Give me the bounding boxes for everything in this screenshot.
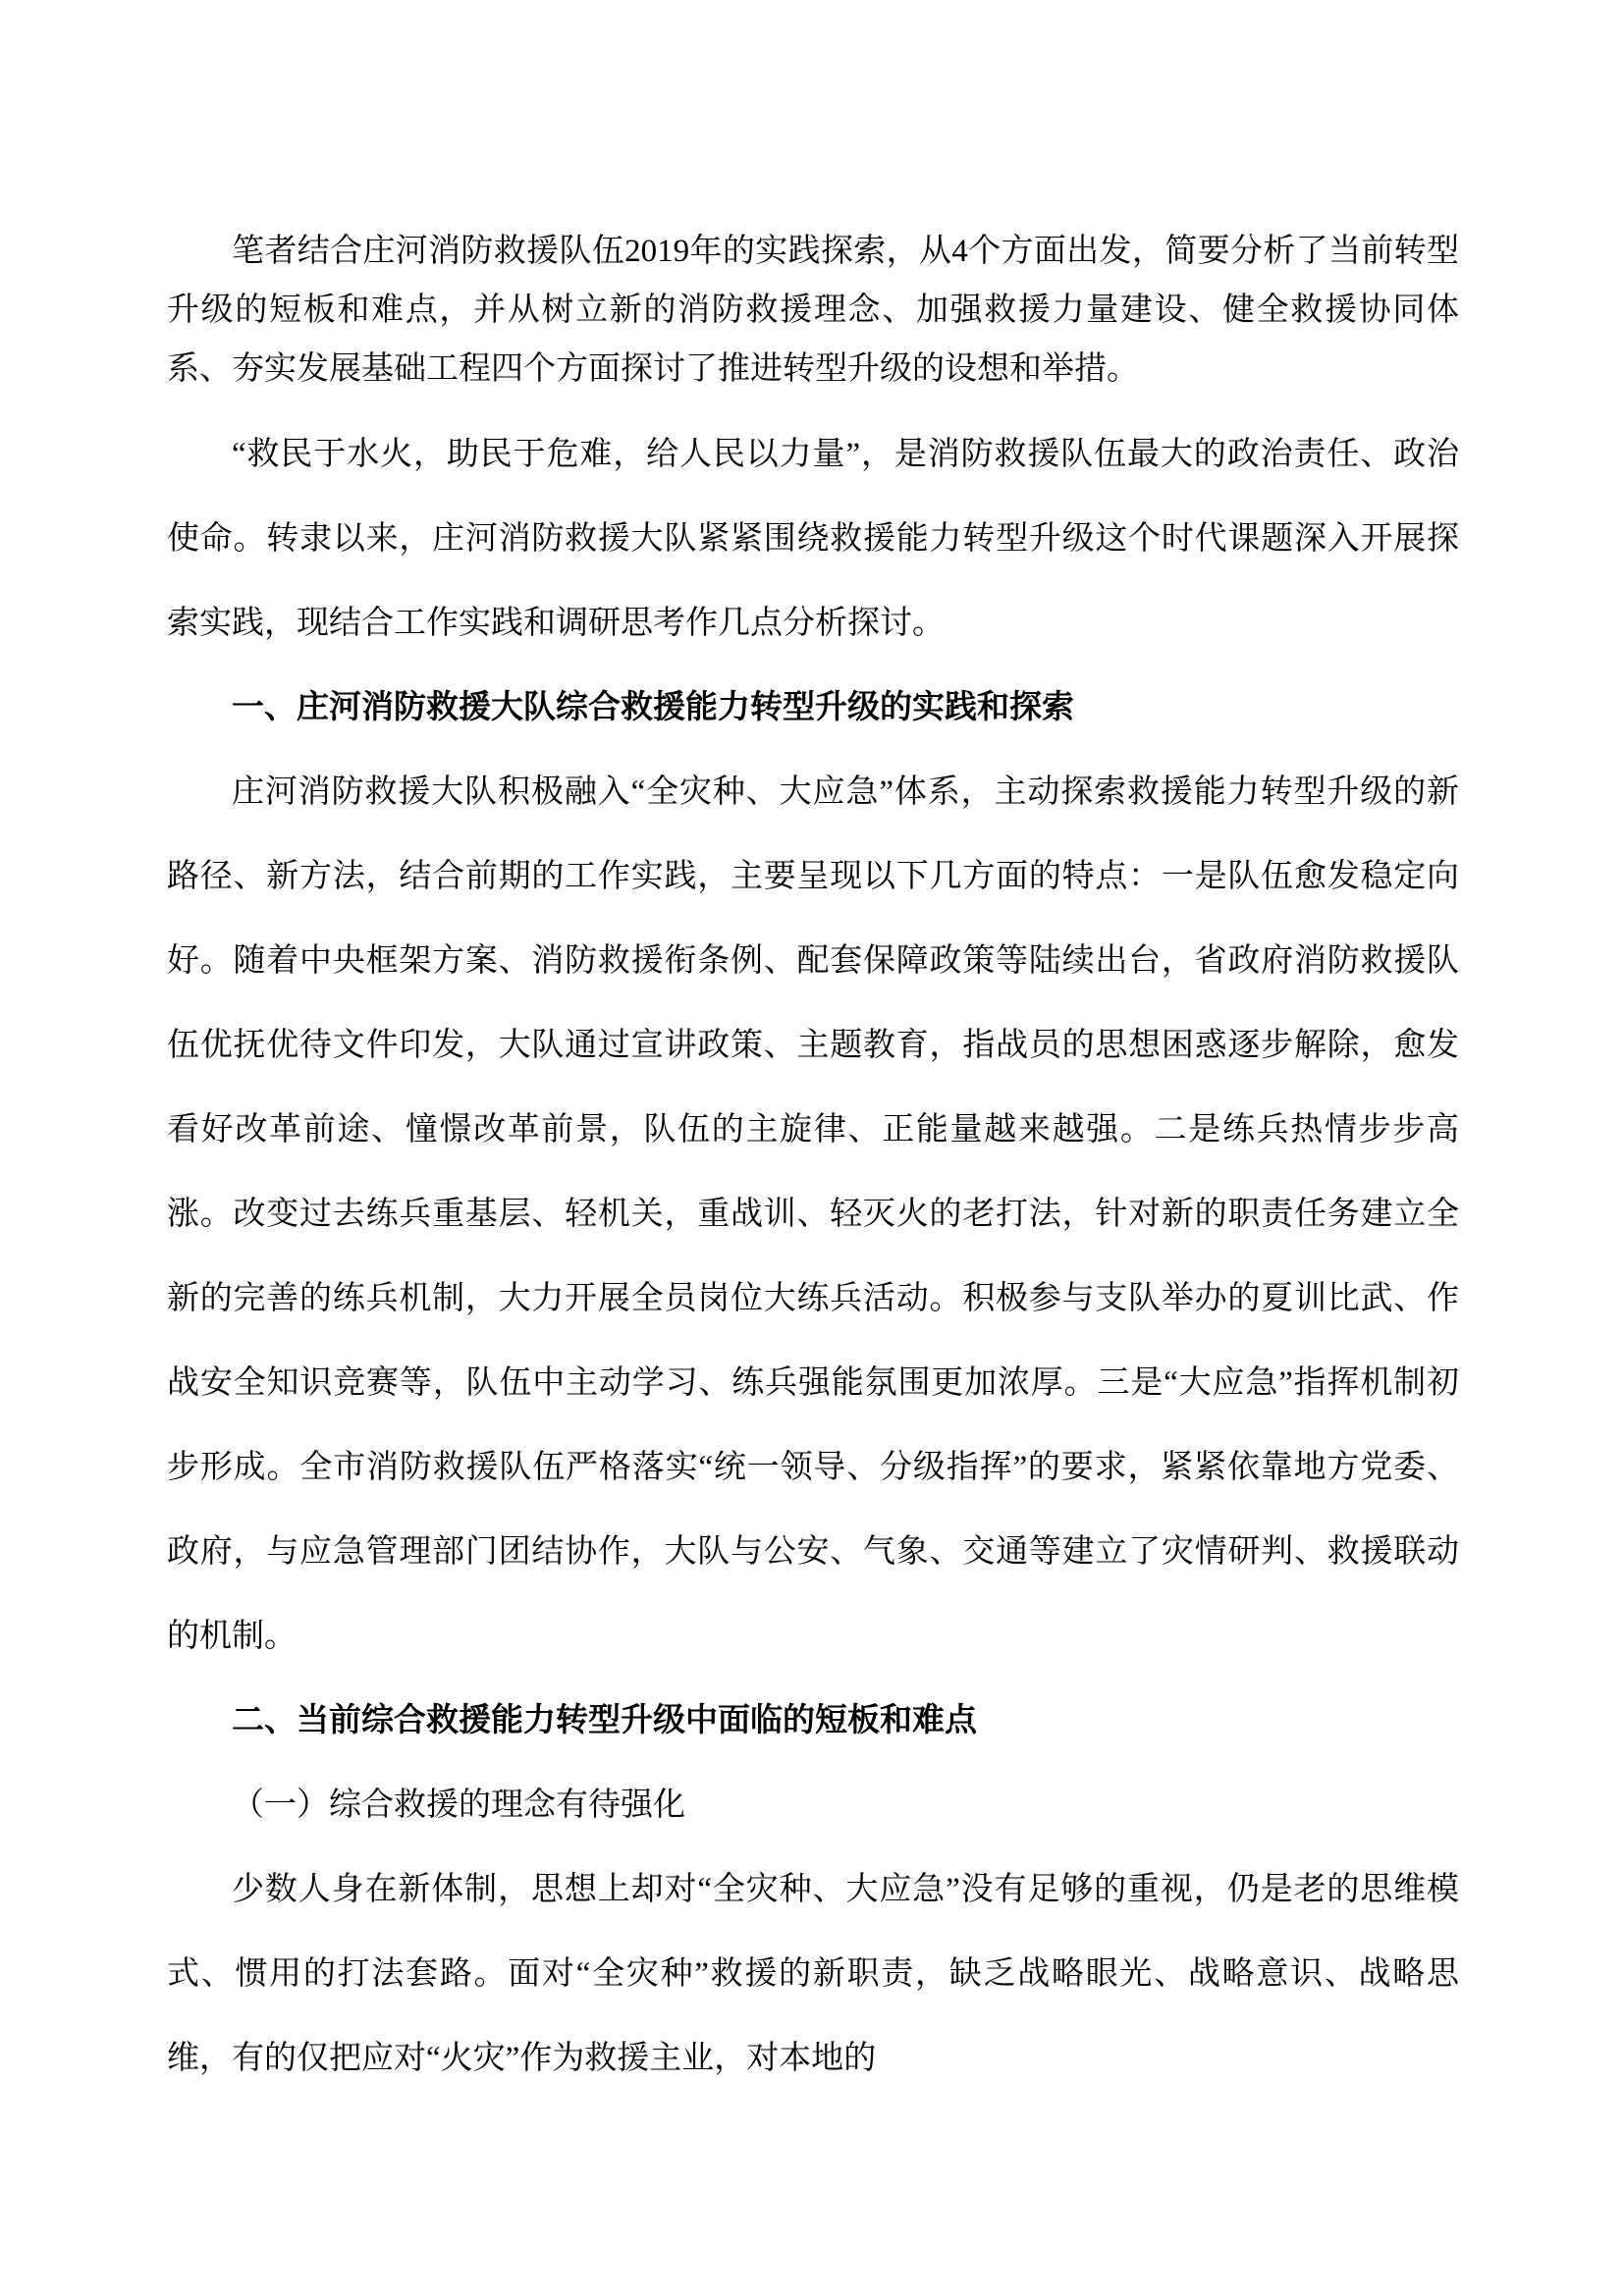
section-2-body-paragraph: 少数人身在新体制，思想上却对“全灾种、大应急”没有足够的重视，仍是老的思维模式、惯用的打法套路。面对“全灾种”救援的新职责，缺乏战略眼光、战略意识、战略思维，有的仅把应对“火灾”作为救援主业，对本地的 (167, 1872, 1459, 2076)
section-2-subheading-1: （一）综合救援的理念有待强化 (232, 1788, 685, 1823)
section-1-body-paragraph: 庄河消防救援大队积极融入“全灾种、大应急”体系，主动探索救援能力转型升级的新路径、新方法，结合前期的工作实践，主要呈现以下几方面的特点：一是队伍愈发稳定向好。随着中央框架方案、消防救援衔条例、配套保障政策等陆续出台，省政府消防救援队伍优抚优待文件印发，大队通过宣讲政策、主题教育，指战员的思想困惑逐步解除，愈发看好改革前途、憧憬改革前景，队伍的主旋律、正能量越来越强。二是练兵热情步步高涨。改变过去练兵重基层、轻机关，重战训、轻灭火的老打法，针对新的职责任务建立全新的完善的练兵机制，大力开展全员岗位大练兵活动。积极参与支队举办的夏训比武、作战安全知识竞赛等，队伍中主动学习、练兵强能氛围更加浓厚。三是“大应急”指挥机制初步形成。全市消防救援队伍严格落实“统一领导、分级指挥”的要求，紧紧依靠地方党委、政府，与应急管理部门团结协作，大队与公安、气象、交通等建立了灾情研判、救援联动的机制。 (167, 774, 1459, 1654)
abstract-paragraph: 笔者结合庄河消防救援队伍2019年的实践探索，从4个方面出发，简要分析了当前转型升级的短板和难点，并从树立新的消防救援理念、加强救援力量建设、健全救援协同体系、夯实发展基础工程四个方面探讨了推进转型升级的设想和举措。 (167, 234, 1459, 387)
section-1-heading: 一、庄河消防救援大队综合救援能力转型升级的实践和探索 (232, 690, 1074, 725)
section-2-heading: 二、当前综合救援能力转型升级中面临的短板和难点 (232, 1703, 977, 1738)
intro-paragraph: “救民于水火，助民于危难，给人民以力量”，是消防救援队伍最大的政治责任、政治使命。转隶以来，庄河消防救援大队紧紧围绕救援能力转型升级这个时代课题深入开展探索实践，现结合工作实践和调研思考作几点分析探讨。 (167, 437, 1459, 641)
